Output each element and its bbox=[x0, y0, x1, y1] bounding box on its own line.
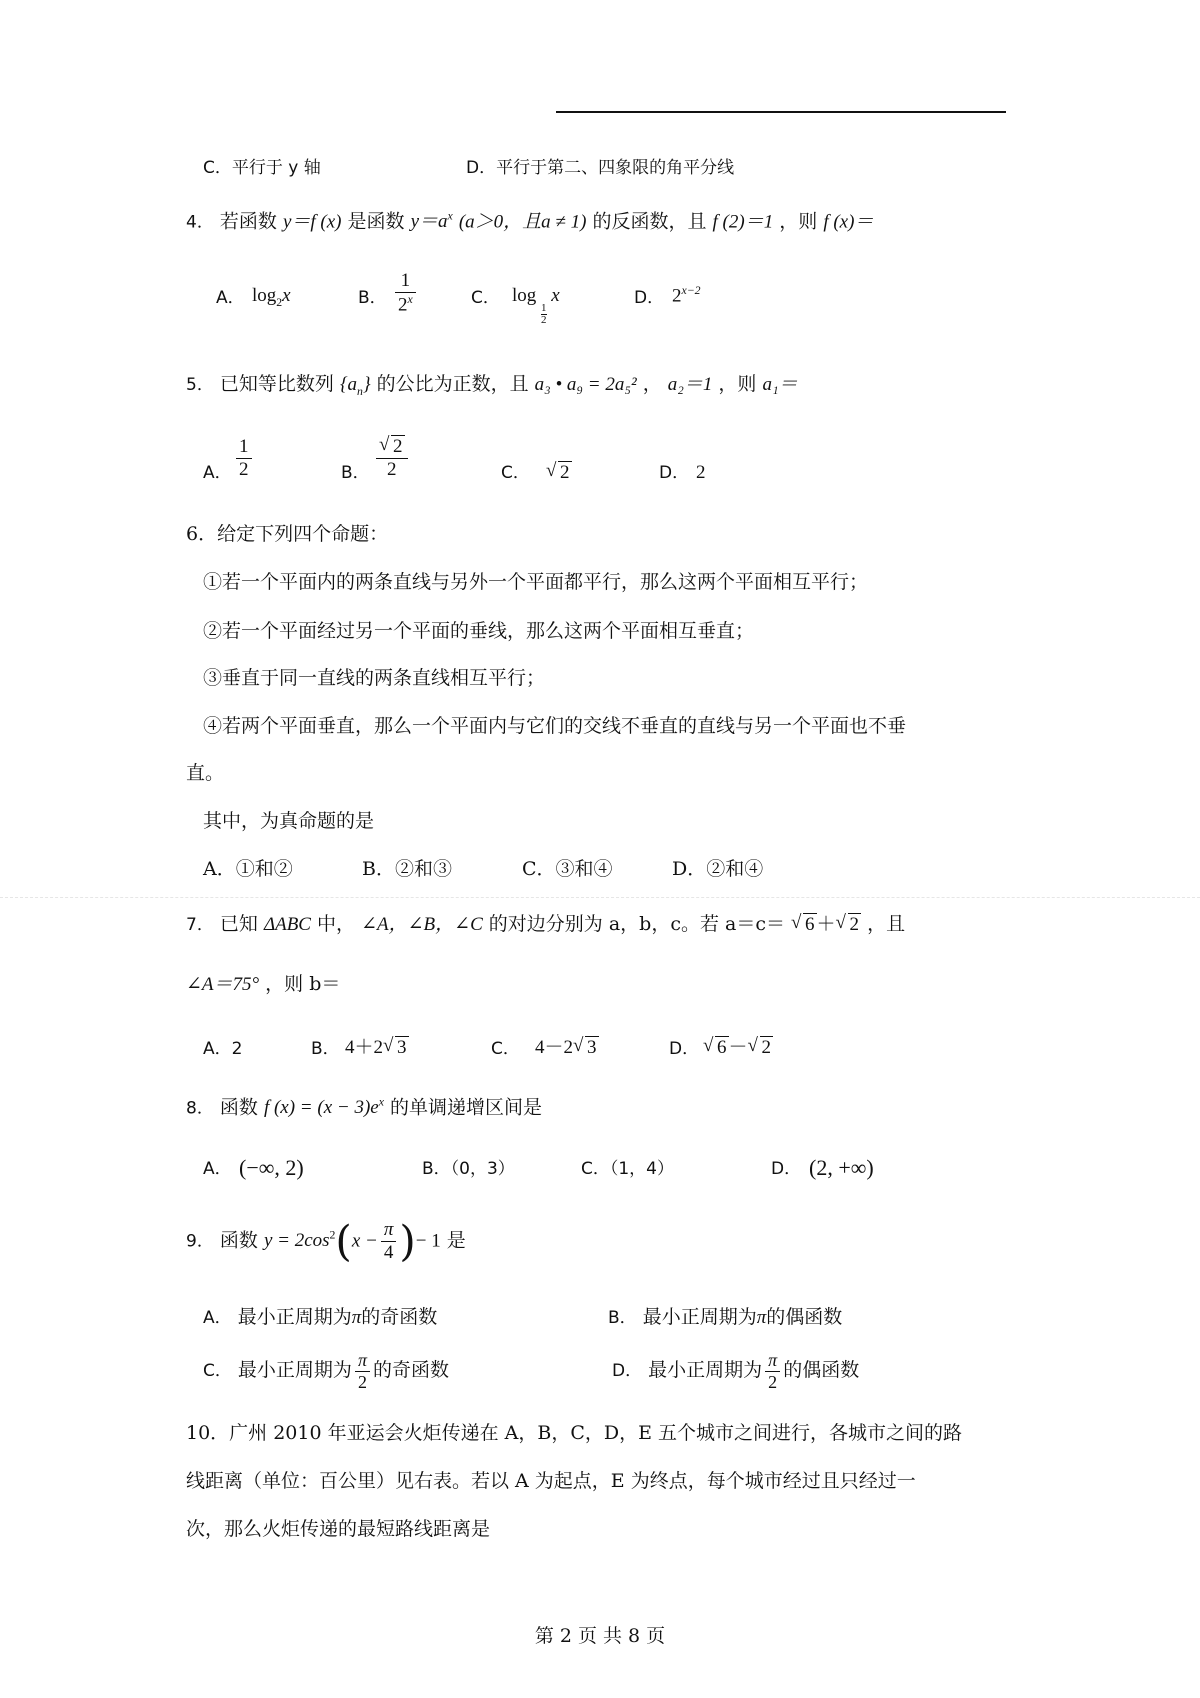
q8-option-d-label: D． bbox=[771, 1159, 802, 1179]
q8-stem: 8． 函数 f $(x) = (x - 3)e^x$ 的单调递增区间是 bbox=[186, 1096, 543, 1119]
q4-option-a-label: A． bbox=[216, 288, 245, 308]
q7-option-d-label: D． bbox=[669, 1039, 700, 1059]
q5-option-a: $\frac{1}{2}$ bbox=[233, 436, 255, 481]
q6-stem: 6．给定下列四个命题： bbox=[186, 523, 389, 545]
q7-options bbox=[203, 1036, 1003, 1076]
q6-prop-4: ④若两个平面垂直，那么一个平面内与它们的交线不垂直的直线与另一个平面也不垂 bbox=[203, 715, 907, 737]
q5-option-c-label: C． bbox=[501, 463, 530, 483]
q5-stem: 5． 已知等比数列 $\{a_n\}$ 的公比为正数，且 a₃ • a₉ = 2a₅² ， a₂＝1 ，则 a₁＝ bbox=[186, 373, 798, 398]
q6-ask: 其中，为真命题的是 bbox=[203, 810, 375, 832]
q7-option-c-label: C． bbox=[491, 1039, 520, 1059]
q4-option-b-label: B． bbox=[358, 288, 387, 308]
q8-option-c: C．（1，4） bbox=[581, 1159, 675, 1179]
q6-option-c: C．③和④ bbox=[522, 858, 613, 880]
q8-option-b: B．（0，3） bbox=[422, 1159, 515, 1179]
q6-prop-4-cont: 直。 bbox=[186, 762, 225, 784]
q6-prop-1: ①若一个平面内的两条直线与另外一个平面都平行，那么这两个平面相互平行； bbox=[203, 571, 869, 593]
q5-option-d: 2 bbox=[696, 462, 706, 483]
q10-line-1: 10．广州 2010 年亚运会火炬传递在 A，B，C，D，E 五个城市之间进行，各城市之间的路 bbox=[186, 1422, 963, 1444]
q10-line-3: 次，那么火炬传递的最短路线距离是 bbox=[186, 1518, 491, 1540]
q7-option-b: 4＋2√ 3 bbox=[345, 1036, 409, 1060]
q7-option-a: A．2 bbox=[203, 1039, 243, 1059]
q9-option-a: A． 最小正周期为π的奇函数 bbox=[203, 1306, 438, 1328]
q9-option-b: B． 最小正周期为π的偶函数 bbox=[608, 1306, 843, 1328]
q8-option-a: (−∞, 2) bbox=[239, 1155, 304, 1180]
q4-option-d: $2^{x-2}$ bbox=[672, 284, 701, 307]
q5-options bbox=[203, 436, 1003, 516]
q6-option-d: D．②和④ bbox=[672, 858, 764, 880]
q6-option-a: A．①和② bbox=[203, 858, 293, 880]
q4-option-a: $\log_2x$ bbox=[252, 285, 291, 309]
q4-stem: 4． 若函数 y＝f (x) 是函数 $y=a^x$ (a＞0，且a ≠ 1) 的反函数，且 f (2)＝1 ，则 f (x)＝ bbox=[186, 210, 874, 233]
q4-option-c-label: C． bbox=[471, 288, 500, 308]
q4-options bbox=[216, 270, 1016, 348]
q4-option-c: log $\frac{1}{2}$ x bbox=[512, 285, 560, 326]
q4-option-b: $\frac{1}{2^x}$ bbox=[392, 270, 419, 316]
q6-prop-2: ②若一个平面经过另一个平面的垂线，那么这两个平面相互垂直； bbox=[203, 620, 755, 642]
q6-option-b: B．②和③ bbox=[362, 858, 452, 880]
q6-prop-3: ③垂直于同一直线的两条直线相互平行； bbox=[203, 667, 546, 689]
answer-blank-rule bbox=[556, 111, 1006, 113]
q9-option-c: C． 最小正周期为 $\frac{\pi}{2}$ 的奇函数 bbox=[203, 1350, 449, 1392]
q8-option-a-label: A． bbox=[203, 1159, 232, 1179]
q7-option-d: √ 6 －√ 2 bbox=[703, 1036, 773, 1060]
q5-option-b: √ $\frac{2}{2}$ bbox=[373, 436, 411, 481]
q8-option-d: (2, +∞) bbox=[809, 1155, 874, 1180]
q9-option-d: D． 最小正周期为 $\frac{\pi}{2}$ 的偶函数 bbox=[612, 1350, 860, 1392]
q3-option-d: D．平行于第二、四象限的角平分线 bbox=[466, 158, 735, 178]
q7-line2: ∠A＝75° ，则 b＝ bbox=[186, 973, 341, 995]
q5-option-a-label: A． bbox=[203, 463, 232, 483]
q7-stem: 7． 已知 ΔABC 中， ∠A，∠B，∠C 的对边分别为 a，b，c。若 a＝c＝ √ 6 ＋√ 2 ，且 bbox=[186, 913, 905, 937]
q5-option-d-label: D． bbox=[659, 463, 690, 483]
q7-option-b-label: B． bbox=[311, 1039, 340, 1059]
page-seam bbox=[0, 897, 1200, 898]
q9-stem: 9． 函数 $y = 2\cos^2(x$ − $\frac{\pi}{4}$ )− 1 是 bbox=[186, 1216, 466, 1266]
q5-option-c: √ 2 bbox=[546, 461, 572, 485]
q8-options bbox=[203, 1156, 1003, 1196]
q4-option-d-label: D． bbox=[634, 288, 665, 308]
q10-line-2: 线距离（单位：百公里）见右表。若以 A 为起点，E 为终点，每个城市经过且只经过一 bbox=[186, 1470, 916, 1492]
q3-option-c: C．平行于 y 轴 bbox=[203, 158, 321, 178]
q5-option-b-label: B． bbox=[341, 463, 370, 483]
page-number: 第 2 页 共 8 页 bbox=[534, 1625, 666, 1647]
q7-option-c: 4－2√ 3 bbox=[535, 1036, 599, 1060]
